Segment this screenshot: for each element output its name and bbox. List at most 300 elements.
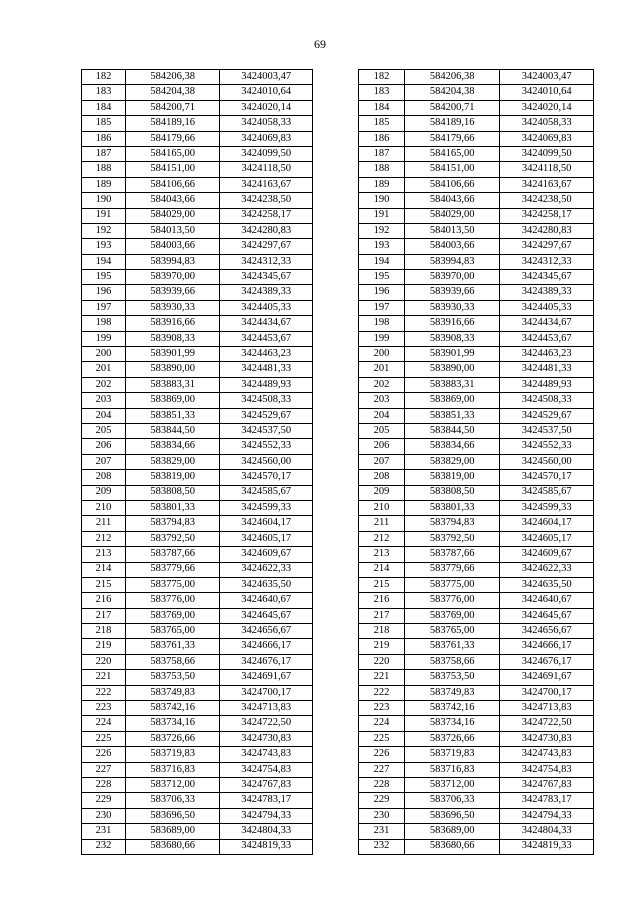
y-coordinate-cell: 3424730,83 bbox=[500, 731, 594, 746]
point-number-cell: 207 bbox=[359, 454, 405, 469]
table-row bbox=[82, 516, 313, 531]
table-row bbox=[82, 747, 313, 762]
table-row bbox=[82, 146, 313, 161]
y-coordinate-cell: 3424570,17 bbox=[220, 470, 313, 485]
y-coordinate-cell: 3424743,83 bbox=[220, 747, 313, 762]
table-row bbox=[82, 254, 313, 269]
y-coordinate-cell: 3424312,33 bbox=[500, 254, 594, 269]
table-row bbox=[359, 454, 594, 469]
table-row bbox=[82, 824, 313, 839]
point-number-cell: 209 bbox=[82, 485, 126, 500]
point-number-cell: 230 bbox=[82, 808, 126, 823]
y-coordinate-cell: 3424058,33 bbox=[500, 116, 594, 131]
table-row bbox=[359, 193, 594, 208]
y-coordinate-cell: 3424730,83 bbox=[220, 731, 313, 746]
table-row bbox=[82, 208, 313, 223]
y-coordinate-cell: 3424604,17 bbox=[500, 516, 594, 531]
point-number-cell: 225 bbox=[359, 731, 405, 746]
point-number-cell: 224 bbox=[359, 716, 405, 731]
table-row bbox=[359, 516, 594, 531]
table-row bbox=[82, 193, 313, 208]
x-coordinate-cell: 583794,83 bbox=[126, 516, 220, 531]
point-number-cell: 214 bbox=[82, 562, 126, 577]
table-row bbox=[359, 608, 594, 623]
table-row bbox=[359, 654, 594, 669]
x-coordinate-cell: 584189,16 bbox=[126, 116, 220, 131]
y-coordinate-cell: 3424529,67 bbox=[220, 408, 313, 423]
y-coordinate-cell: 3424508,33 bbox=[220, 393, 313, 408]
point-number-cell: 216 bbox=[359, 593, 405, 608]
point-number-cell: 196 bbox=[359, 285, 405, 300]
table-row bbox=[82, 839, 313, 854]
point-number-cell: 211 bbox=[82, 516, 126, 531]
y-coordinate-cell: 3424676,17 bbox=[500, 654, 594, 669]
table-row bbox=[359, 254, 594, 269]
x-coordinate-cell: 583749,83 bbox=[405, 685, 500, 700]
x-coordinate-cell: 583716,83 bbox=[126, 762, 220, 777]
point-number-cell: 216 bbox=[82, 593, 126, 608]
table-row bbox=[359, 223, 594, 238]
y-coordinate-cell: 3424754,83 bbox=[500, 762, 594, 777]
x-coordinate-cell: 583765,00 bbox=[126, 624, 220, 639]
table-row bbox=[359, 793, 594, 808]
point-number-cell: 229 bbox=[82, 793, 126, 808]
y-coordinate-cell: 3424163,67 bbox=[220, 177, 313, 192]
y-coordinate-cell: 3424722,50 bbox=[220, 716, 313, 731]
x-coordinate-cell: 583753,50 bbox=[405, 670, 500, 685]
table-row bbox=[359, 747, 594, 762]
y-coordinate-cell: 3424258,17 bbox=[220, 208, 313, 223]
x-coordinate-cell: 583970,00 bbox=[126, 270, 220, 285]
y-coordinate-cell: 3424656,67 bbox=[500, 624, 594, 639]
x-coordinate-cell: 584043,66 bbox=[126, 193, 220, 208]
point-number-cell: 215 bbox=[359, 577, 405, 592]
point-number-cell: 205 bbox=[359, 423, 405, 438]
point-number-cell: 221 bbox=[82, 670, 126, 685]
table-row bbox=[82, 439, 313, 454]
table-row bbox=[359, 377, 594, 392]
table-row bbox=[82, 408, 313, 423]
y-coordinate-cell: 3424238,50 bbox=[220, 193, 313, 208]
table-row bbox=[359, 547, 594, 562]
point-number-cell: 208 bbox=[359, 470, 405, 485]
x-coordinate-cell: 583930,33 bbox=[126, 300, 220, 315]
point-number-cell: 232 bbox=[82, 839, 126, 854]
y-coordinate-cell: 3424676,17 bbox=[220, 654, 313, 669]
x-coordinate-cell: 583901,99 bbox=[126, 347, 220, 362]
table-row bbox=[359, 331, 594, 346]
point-number-cell: 200 bbox=[82, 347, 126, 362]
y-coordinate-cell: 3424389,33 bbox=[220, 285, 313, 300]
x-coordinate-cell: 583706,33 bbox=[126, 793, 220, 808]
x-coordinate-cell: 584003,66 bbox=[126, 239, 220, 254]
y-coordinate-cell: 3424609,67 bbox=[220, 547, 313, 562]
table-row bbox=[359, 577, 594, 592]
y-coordinate-cell: 3424118,50 bbox=[220, 162, 313, 177]
x-coordinate-cell: 583696,50 bbox=[405, 808, 500, 823]
x-coordinate-cell: 583801,33 bbox=[405, 500, 500, 515]
y-coordinate-cell: 3424345,67 bbox=[500, 270, 594, 285]
x-coordinate-cell: 584165,00 bbox=[126, 146, 220, 161]
y-coordinate-cell: 3424645,67 bbox=[220, 608, 313, 623]
x-coordinate-cell: 583775,00 bbox=[126, 577, 220, 592]
point-number-cell: 215 bbox=[82, 577, 126, 592]
point-number-cell: 206 bbox=[359, 439, 405, 454]
point-number-cell: 191 bbox=[359, 208, 405, 223]
table-row bbox=[359, 731, 594, 746]
point-number-cell: 205 bbox=[82, 423, 126, 438]
y-coordinate-cell: 3424640,67 bbox=[500, 593, 594, 608]
table-row bbox=[359, 408, 594, 423]
x-coordinate-cell: 583775,00 bbox=[405, 577, 500, 592]
y-coordinate-cell: 3424010,64 bbox=[500, 85, 594, 100]
table-row bbox=[82, 454, 313, 469]
table-row bbox=[82, 316, 313, 331]
point-number-cell: 201 bbox=[359, 362, 405, 377]
x-coordinate-cell: 583758,66 bbox=[126, 654, 220, 669]
point-number-cell: 217 bbox=[82, 608, 126, 623]
x-coordinate-cell: 583908,33 bbox=[126, 331, 220, 346]
table-row bbox=[82, 701, 313, 716]
y-coordinate-cell: 3424609,67 bbox=[500, 547, 594, 562]
table-row bbox=[359, 701, 594, 716]
y-coordinate-cell: 3424691,67 bbox=[220, 670, 313, 685]
x-coordinate-cell: 583719,83 bbox=[405, 747, 500, 762]
x-coordinate-cell: 583970,00 bbox=[405, 270, 500, 285]
x-coordinate-cell: 584204,38 bbox=[405, 85, 500, 100]
point-number-cell: 213 bbox=[82, 547, 126, 562]
point-number-cell: 192 bbox=[359, 223, 405, 238]
point-number-cell: 225 bbox=[82, 731, 126, 746]
x-coordinate-cell: 583792,50 bbox=[126, 531, 220, 546]
table-row bbox=[359, 131, 594, 146]
point-number-cell: 194 bbox=[82, 254, 126, 269]
table-row bbox=[82, 85, 313, 100]
x-coordinate-cell: 583742,16 bbox=[405, 701, 500, 716]
table-row bbox=[82, 685, 313, 700]
table-row bbox=[359, 393, 594, 408]
y-coordinate-cell: 3424585,67 bbox=[220, 485, 313, 500]
y-coordinate-cell: 3424605,17 bbox=[500, 531, 594, 546]
table-row bbox=[82, 270, 313, 285]
x-coordinate-cell: 584043,66 bbox=[405, 193, 500, 208]
point-number-cell: 200 bbox=[359, 347, 405, 362]
table-row bbox=[359, 116, 594, 131]
x-coordinate-cell: 583776,00 bbox=[126, 593, 220, 608]
point-number-cell: 197 bbox=[82, 300, 126, 315]
y-coordinate-cell: 3424099,50 bbox=[500, 146, 594, 161]
x-coordinate-cell: 583716,83 bbox=[405, 762, 500, 777]
y-coordinate-cell: 3424700,17 bbox=[500, 685, 594, 700]
x-coordinate-cell: 583994,83 bbox=[126, 254, 220, 269]
table-row bbox=[359, 777, 594, 792]
x-coordinate-cell: 583706,33 bbox=[405, 793, 500, 808]
table-row bbox=[359, 270, 594, 285]
x-coordinate-cell: 584179,66 bbox=[126, 131, 220, 146]
y-coordinate-cell: 3424280,83 bbox=[220, 223, 313, 238]
point-number-cell: 182 bbox=[359, 70, 405, 85]
x-coordinate-cell: 583829,00 bbox=[126, 454, 220, 469]
x-coordinate-cell: 584179,66 bbox=[405, 131, 500, 146]
y-coordinate-cell: 3424453,67 bbox=[220, 331, 313, 346]
point-number-cell: 219 bbox=[82, 639, 126, 654]
x-coordinate-cell: 584029,00 bbox=[126, 208, 220, 223]
y-coordinate-cell: 3424069,83 bbox=[220, 131, 313, 146]
point-number-cell: 210 bbox=[359, 500, 405, 515]
x-coordinate-cell: 584165,00 bbox=[405, 146, 500, 161]
x-coordinate-cell: 583890,00 bbox=[405, 362, 500, 377]
table-row bbox=[82, 593, 313, 608]
point-number-cell: 221 bbox=[359, 670, 405, 685]
x-coordinate-cell: 584200,71 bbox=[126, 100, 220, 115]
point-number-cell: 193 bbox=[359, 239, 405, 254]
table-row bbox=[359, 562, 594, 577]
table-row bbox=[359, 531, 594, 546]
table-row bbox=[82, 100, 313, 115]
x-coordinate-cell: 584029,00 bbox=[405, 208, 500, 223]
y-coordinate-cell: 3424700,17 bbox=[220, 685, 313, 700]
point-number-cell: 189 bbox=[359, 177, 405, 192]
table-row bbox=[359, 839, 594, 854]
point-number-cell: 204 bbox=[82, 408, 126, 423]
x-coordinate-cell: 583844,50 bbox=[126, 423, 220, 438]
point-number-cell: 186 bbox=[359, 131, 405, 146]
point-number-cell: 220 bbox=[359, 654, 405, 669]
y-coordinate-cell: 3424058,33 bbox=[220, 116, 313, 131]
point-number-cell: 182 bbox=[82, 70, 126, 85]
table-row bbox=[82, 377, 313, 392]
point-number-cell: 198 bbox=[359, 316, 405, 331]
x-coordinate-cell: 583834,66 bbox=[126, 439, 220, 454]
y-coordinate-cell: 3424666,17 bbox=[500, 639, 594, 654]
point-number-cell: 194 bbox=[359, 254, 405, 269]
y-coordinate-cell: 3424804,33 bbox=[500, 824, 594, 839]
table-row bbox=[82, 547, 313, 562]
y-coordinate-cell: 3424713,83 bbox=[500, 701, 594, 716]
x-coordinate-cell: 583994,83 bbox=[405, 254, 500, 269]
point-number-cell: 188 bbox=[359, 162, 405, 177]
y-coordinate-cell: 3424434,67 bbox=[220, 316, 313, 331]
table-row bbox=[359, 162, 594, 177]
x-coordinate-cell: 584206,38 bbox=[126, 70, 220, 85]
table-row bbox=[359, 239, 594, 254]
y-coordinate-cell: 3424163,67 bbox=[500, 177, 594, 192]
x-coordinate-cell: 583734,16 bbox=[405, 716, 500, 731]
table-row bbox=[359, 670, 594, 685]
y-coordinate-cell: 3424604,17 bbox=[220, 516, 313, 531]
table-row bbox=[359, 439, 594, 454]
x-coordinate-cell: 583851,33 bbox=[405, 408, 500, 423]
point-number-cell: 203 bbox=[82, 393, 126, 408]
y-coordinate-cell: 3424819,33 bbox=[220, 839, 313, 854]
point-number-cell: 187 bbox=[82, 146, 126, 161]
y-coordinate-cell: 3424489,93 bbox=[220, 377, 313, 392]
x-coordinate-cell: 583749,83 bbox=[126, 685, 220, 700]
y-coordinate-cell: 3424238,50 bbox=[500, 193, 594, 208]
x-coordinate-cell: 584106,66 bbox=[405, 177, 500, 192]
x-coordinate-cell: 583742,16 bbox=[126, 701, 220, 716]
point-number-cell: 193 bbox=[82, 239, 126, 254]
x-coordinate-cell: 584204,38 bbox=[126, 85, 220, 100]
x-coordinate-cell: 583712,00 bbox=[405, 777, 500, 792]
y-coordinate-cell: 3424570,17 bbox=[500, 470, 594, 485]
table-row bbox=[359, 316, 594, 331]
y-coordinate-cell: 3424010,64 bbox=[220, 85, 313, 100]
point-number-cell: 209 bbox=[359, 485, 405, 500]
point-number-cell: 188 bbox=[82, 162, 126, 177]
y-coordinate-cell: 3424453,67 bbox=[500, 331, 594, 346]
table-row bbox=[82, 162, 313, 177]
y-coordinate-cell: 3424481,33 bbox=[500, 362, 594, 377]
y-coordinate-cell: 3424640,67 bbox=[220, 593, 313, 608]
table-row bbox=[82, 670, 313, 685]
x-coordinate-cell: 583869,00 bbox=[126, 393, 220, 408]
point-number-cell: 189 bbox=[82, 177, 126, 192]
table-row bbox=[82, 393, 313, 408]
point-number-cell: 226 bbox=[82, 747, 126, 762]
point-number-cell: 211 bbox=[359, 516, 405, 531]
point-number-cell: 185 bbox=[82, 116, 126, 131]
y-coordinate-cell: 3424713,83 bbox=[220, 701, 313, 716]
x-coordinate-cell: 583794,83 bbox=[405, 516, 500, 531]
y-coordinate-cell: 3424069,83 bbox=[500, 131, 594, 146]
table-row bbox=[82, 562, 313, 577]
y-coordinate-cell: 3424434,67 bbox=[500, 316, 594, 331]
table-row bbox=[82, 239, 313, 254]
table-row bbox=[359, 624, 594, 639]
table-row bbox=[82, 131, 313, 146]
point-number-cell: 227 bbox=[82, 762, 126, 777]
table-row bbox=[82, 116, 313, 131]
x-coordinate-cell: 583787,66 bbox=[126, 547, 220, 562]
coordinates-table-left bbox=[81, 69, 313, 855]
point-number-cell: 218 bbox=[82, 624, 126, 639]
table-row bbox=[359, 300, 594, 315]
point-number-cell: 206 bbox=[82, 439, 126, 454]
table-row bbox=[82, 347, 313, 362]
point-number-cell: 196 bbox=[82, 285, 126, 300]
x-coordinate-cell: 583726,66 bbox=[405, 731, 500, 746]
y-coordinate-cell: 3424743,83 bbox=[500, 747, 594, 762]
x-coordinate-cell: 583719,83 bbox=[126, 747, 220, 762]
table-row bbox=[82, 423, 313, 438]
y-coordinate-cell: 3424118,50 bbox=[500, 162, 594, 177]
point-number-cell: 208 bbox=[82, 470, 126, 485]
x-coordinate-cell: 583819,00 bbox=[126, 470, 220, 485]
x-coordinate-cell: 583769,00 bbox=[126, 608, 220, 623]
x-coordinate-cell: 584206,38 bbox=[405, 70, 500, 85]
point-number-cell: 204 bbox=[359, 408, 405, 423]
point-number-cell: 220 bbox=[82, 654, 126, 669]
point-number-cell: 231 bbox=[359, 824, 405, 839]
y-coordinate-cell: 3424529,67 bbox=[500, 408, 594, 423]
y-coordinate-cell: 3424783,17 bbox=[220, 793, 313, 808]
y-coordinate-cell: 3424552,33 bbox=[220, 439, 313, 454]
point-number-cell: 228 bbox=[82, 777, 126, 792]
table-row bbox=[359, 500, 594, 515]
point-number-cell: 190 bbox=[359, 193, 405, 208]
x-coordinate-cell: 583712,00 bbox=[126, 777, 220, 792]
y-coordinate-cell: 3424794,33 bbox=[220, 808, 313, 823]
point-number-cell: 224 bbox=[82, 716, 126, 731]
point-number-cell: 223 bbox=[82, 701, 126, 716]
x-coordinate-cell: 584151,00 bbox=[405, 162, 500, 177]
y-coordinate-cell: 3424622,33 bbox=[500, 562, 594, 577]
table-row bbox=[82, 223, 313, 238]
x-coordinate-cell: 583834,66 bbox=[405, 439, 500, 454]
table-row bbox=[82, 808, 313, 823]
y-coordinate-cell: 3424622,33 bbox=[220, 562, 313, 577]
table-row bbox=[82, 177, 313, 192]
table-row bbox=[359, 146, 594, 161]
table-row bbox=[359, 100, 594, 115]
y-coordinate-cell: 3424804,33 bbox=[220, 824, 313, 839]
point-number-cell: 217 bbox=[359, 608, 405, 623]
point-number-cell: 222 bbox=[82, 685, 126, 700]
x-coordinate-cell: 583890,00 bbox=[126, 362, 220, 377]
y-coordinate-cell: 3424258,17 bbox=[500, 208, 594, 223]
y-coordinate-cell: 3424656,67 bbox=[220, 624, 313, 639]
point-number-cell: 195 bbox=[82, 270, 126, 285]
y-coordinate-cell: 3424645,67 bbox=[500, 608, 594, 623]
y-coordinate-cell: 3424767,83 bbox=[220, 777, 313, 792]
table-row bbox=[359, 762, 594, 777]
y-coordinate-cell: 3424635,50 bbox=[220, 577, 313, 592]
y-coordinate-cell: 3424754,83 bbox=[220, 762, 313, 777]
y-coordinate-cell: 3424020,14 bbox=[220, 100, 313, 115]
x-coordinate-cell: 584013,50 bbox=[126, 223, 220, 238]
table-row bbox=[82, 531, 313, 546]
table-row bbox=[82, 577, 313, 592]
y-coordinate-cell: 3424405,33 bbox=[500, 300, 594, 315]
table-row bbox=[359, 808, 594, 823]
y-coordinate-cell: 3424635,50 bbox=[500, 577, 594, 592]
x-coordinate-cell: 583844,50 bbox=[405, 423, 500, 438]
x-coordinate-cell: 583930,33 bbox=[405, 300, 500, 315]
point-number-cell: 227 bbox=[359, 762, 405, 777]
point-number-cell: 203 bbox=[359, 393, 405, 408]
table-row bbox=[82, 716, 313, 731]
y-coordinate-cell: 3424280,83 bbox=[500, 223, 594, 238]
table-row bbox=[82, 331, 313, 346]
table-row bbox=[82, 793, 313, 808]
y-coordinate-cell: 3424560,00 bbox=[500, 454, 594, 469]
x-coordinate-cell: 584200,71 bbox=[405, 100, 500, 115]
table-row bbox=[82, 485, 313, 500]
x-coordinate-cell: 583761,33 bbox=[405, 639, 500, 654]
y-coordinate-cell: 3424691,67 bbox=[500, 670, 594, 685]
y-coordinate-cell: 3424345,67 bbox=[220, 270, 313, 285]
table-row bbox=[82, 500, 313, 515]
x-coordinate-cell: 583680,66 bbox=[126, 839, 220, 854]
y-coordinate-cell: 3424605,17 bbox=[220, 531, 313, 546]
point-number-cell: 191 bbox=[82, 208, 126, 223]
y-coordinate-cell: 3424489,93 bbox=[500, 377, 594, 392]
x-coordinate-cell: 583829,00 bbox=[405, 454, 500, 469]
point-number-cell: 197 bbox=[359, 300, 405, 315]
table-row bbox=[359, 208, 594, 223]
table-row bbox=[359, 685, 594, 700]
x-coordinate-cell: 583819,00 bbox=[405, 470, 500, 485]
x-coordinate-cell: 584189,16 bbox=[405, 116, 500, 131]
x-coordinate-cell: 583779,66 bbox=[126, 562, 220, 577]
point-number-cell: 184 bbox=[82, 100, 126, 115]
point-number-cell: 207 bbox=[82, 454, 126, 469]
point-number-cell: 218 bbox=[359, 624, 405, 639]
y-coordinate-cell: 3424099,50 bbox=[220, 146, 313, 161]
point-number-cell: 230 bbox=[359, 808, 405, 823]
y-coordinate-cell: 3424297,67 bbox=[500, 239, 594, 254]
